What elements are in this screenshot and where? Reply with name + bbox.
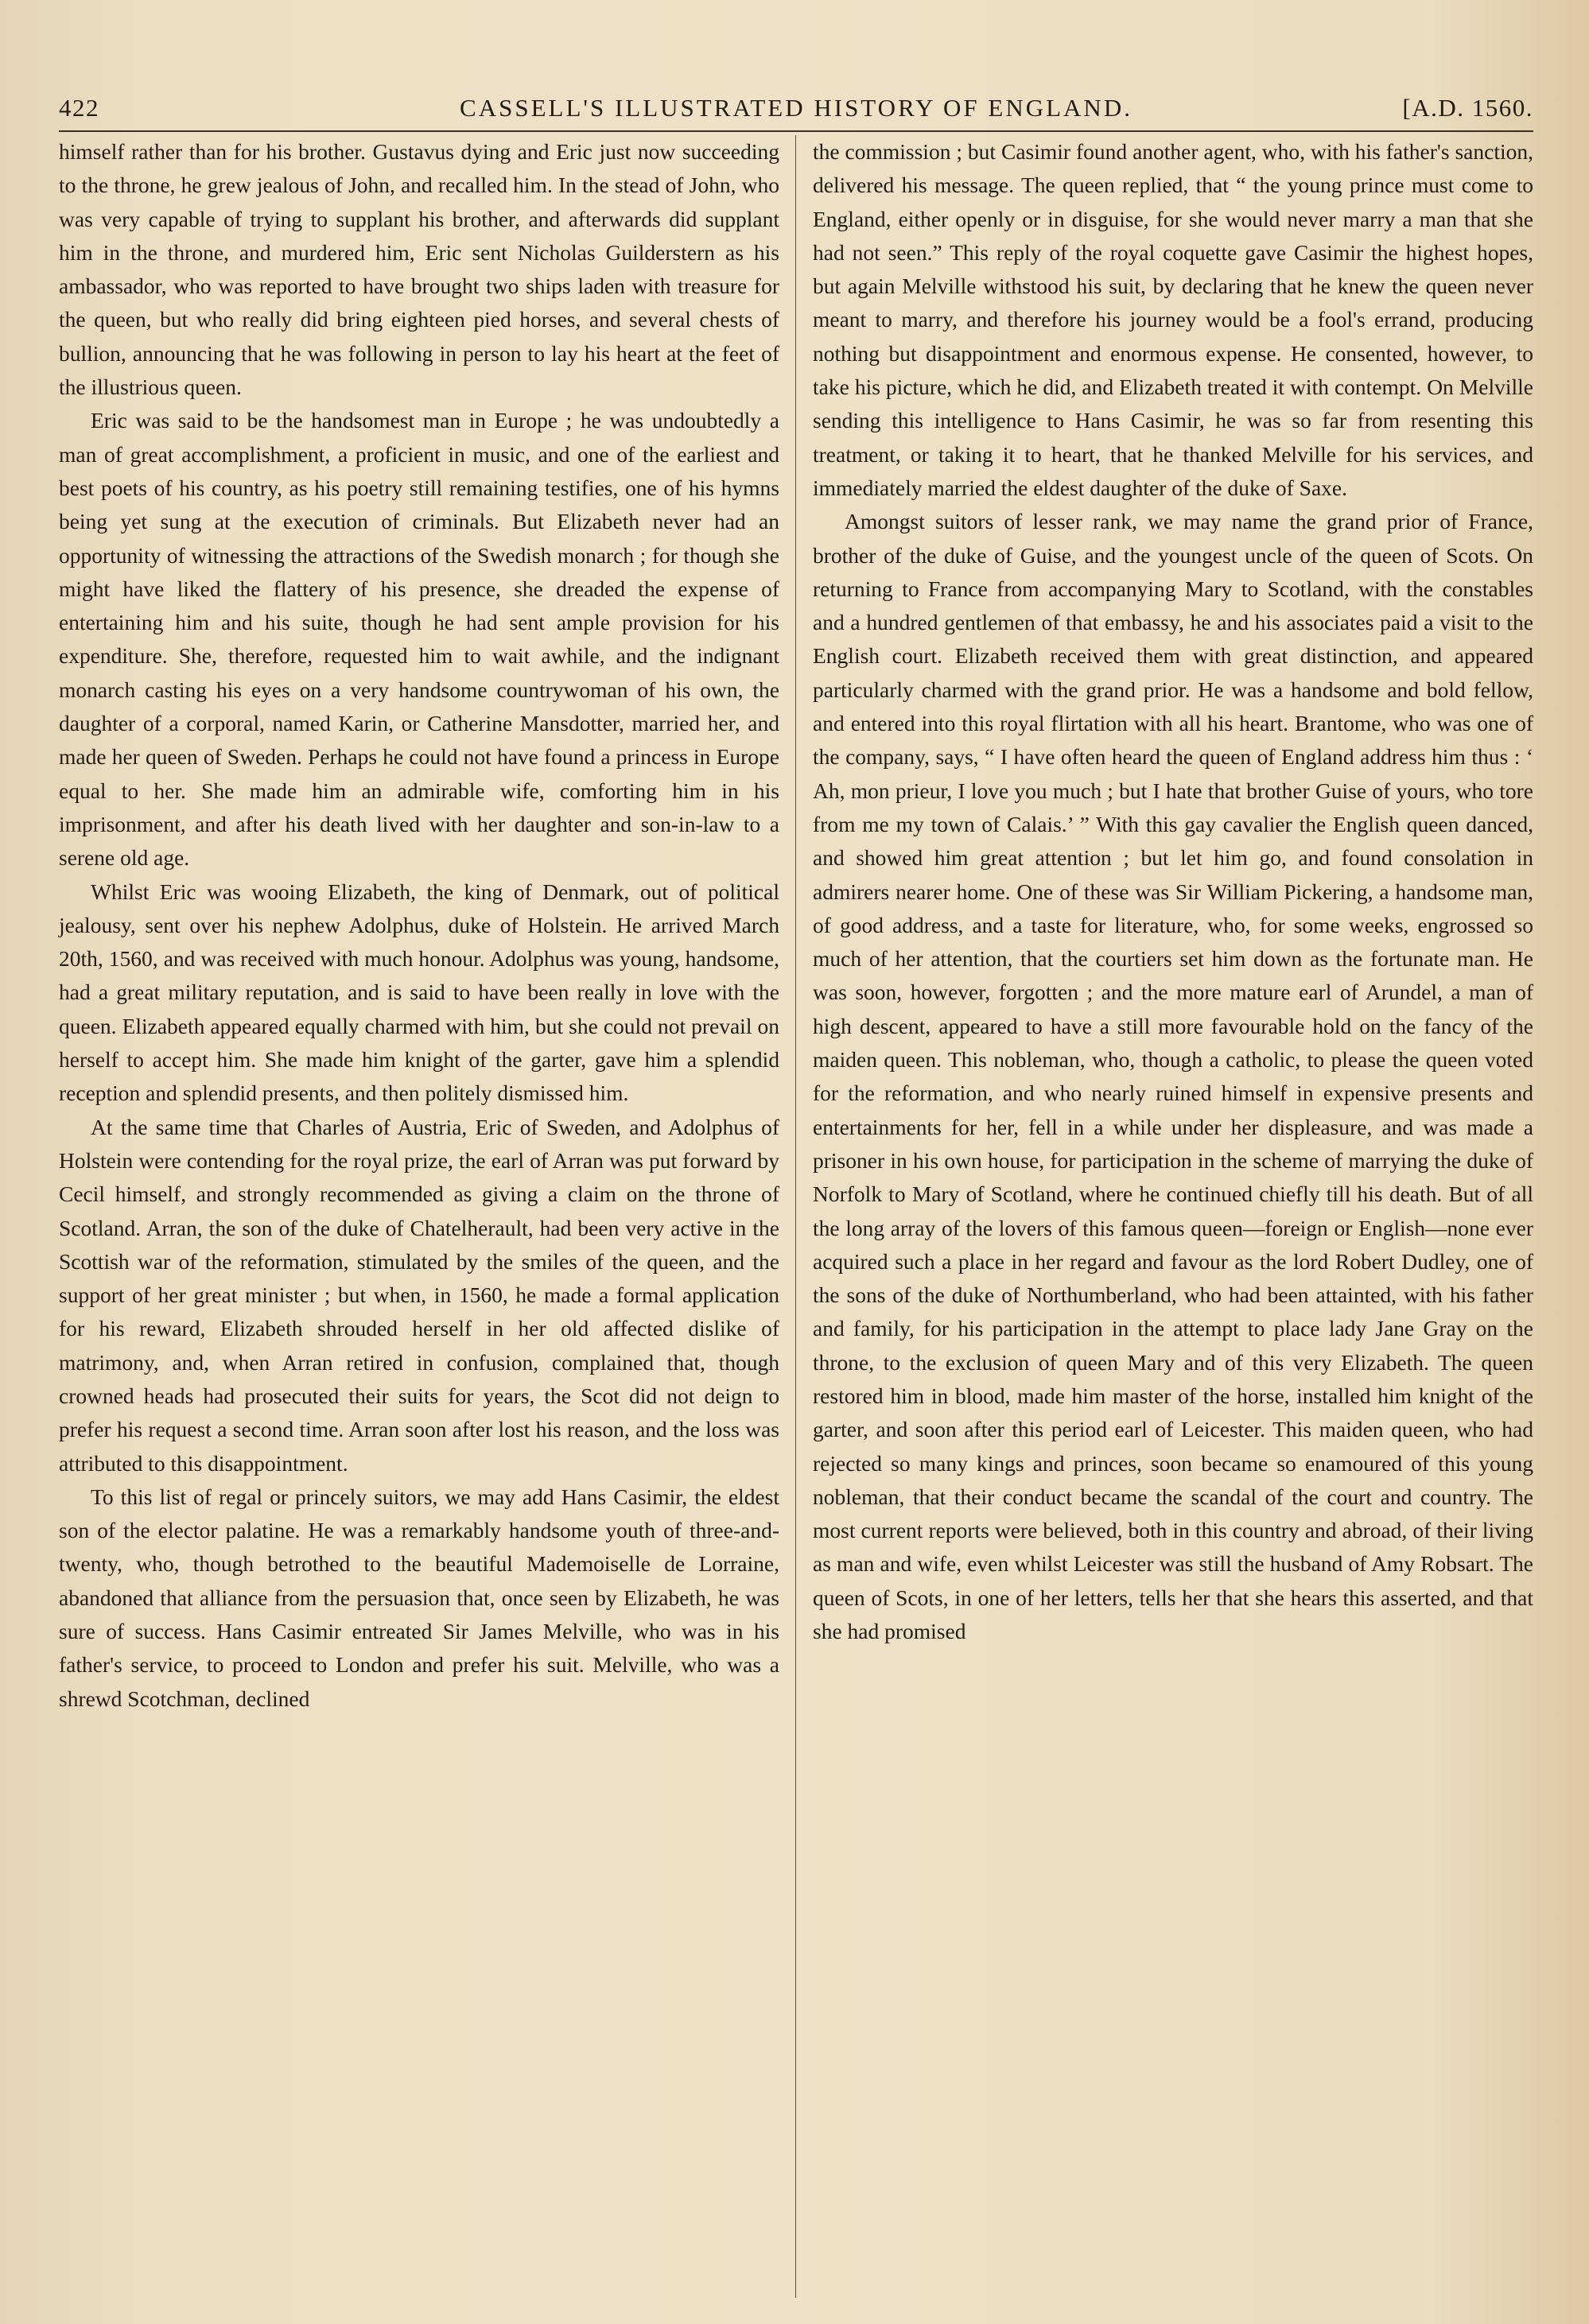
paragraph: At the same time that Charles of Austria, Eric of Sweden, and Adolphus of Holstein were contending for the royal prize, the earl of Arran was put forward by Cecil himself, and strongly recommended as giving a claim on the throne of Scotland. Arran, the son of the duke of Chatelherault, had been very active in the Scottish war of the reformation, stimulated by the smiles of the queen, and the support of her great minister ; but when, in 1560, he made a formal application for his reward, Elizabeth shrouded herself in her old affected dislike of matrimony, and, when Arran retired in confusion, complained that, though crowned heads had prosecuted their suits for years, the Scot did not deign to prefer his request a second time. Arran soon after lost his reason, and the loss was attributed to this disappointment. [59, 1114, 779, 1476]
page-number: 422 [59, 94, 99, 122]
text-columns [59, 135, 1533, 1716]
paragraph: Amongst suitors of lesser rank, we may name the grand prior of France, brother of the duke of Guise, and the youngest uncle of the queen of Scots. On returning to France from accompanying Mary to Scotland, with the constables and a hundred gentlemen of that embassy, he and his associates paid a visit to the English court. Elizabeth received them with great distinction, and appeared particularly charmed with the grand prior. He was a handsome and bold fellow, and entered into this royal flirtation with all his heart. Brantome, who was one of the company, says, “ I have often heard the queen of England address him thus : ‘ Ah, mon prieur, I love you much ; but I hate that brother Guise of yours, who tore from me my town of Calais.’ ” With this gay cavalier the English queen danced, and showed him great attention ; but let him go, and found consolation in admirers nearer home. One of these was Sir William Pickering, a handsome man, of good address, and a taste for literature, who, for some weeks, engrossed so much of her attention, that the courtiers set him down as the fortunate man. He was soon, however, forgotten ; and the more mature earl of Arundel, a man of high descent, appeared to have a still more favourable hold on the fancy of the maiden queen. This nobleman, who, though a catholic, to please the queen voted for the reformation, and who nearly ruined himself in expensive presents and entertainments for her, fell in a while under her displeasure, and was made a prisoner in his own house, for participation in the scheme of marrying the duke of Norfolk to Mary of Scotland, where he continued chiefly till his death. But of all the long array of the lovers of this famous queen—foreign or English—none ever acquired such a place in her regard and favour as the lord Robert Dudley, one of the sons of the duke of Northumberland, who had been attainted, with his father and family, for his participation in the attempt to place lady Jane Gray on the throne, to the exclusion of queen Mary and of this very Elizabeth. The queen restored him in blood, made him master of the horse, installed him knight of the garter, and soon after this period earl of Leicester. This maiden queen, who had rejected so many kings and princes, soon became so enamoured of this young nobleman, that their conduct became the scandal of the court and country. The most current reports were believed, both in this country and abroad, of their living as man and wife, even whilst Leicester was still the husband of Amy Robsart. The queen of Scots, in one of her letters, tells her that she hears this asserted, and that she had promised [813, 509, 1533, 1644]
right-column [813, 135, 1533, 1716]
paragraph: Whilst Eric was wooing Elizabeth, the king of Denmark, out of political jealousy, sent over his nephew Adolphus, duke of Holstein. He arrived March 20th, 1560, and was received with much honour. Adolphus was young, handsome, had a great military reputation, and is said to have been really in love with the queen. Elizabeth appeared equally charmed with him, but she could not prevail on herself to accept him. She made him knight of the garter, gave him a splendid reception and splendid presents, and then politely dismissed him. [59, 879, 779, 1106]
paragraph: the commission ; but Casimir found another agent, who, with his father's sanction, delivered his message. The queen replied, that “ the young prince must come to England, either openly or in disguise, for she would never marry a man that she had not seen.” This reply of the royal coquette gave Casimir the highest hopes, but again Melville withstood his suit, by declaring that he knew the queen never meant to marry, and therefore his journey would be a fool's errand, producing nothing but disappointment and enormous expense. He consented, however, to take his picture, which he did, and Elizabeth treated it with contempt. On Melville sending this intelligence to Hans Casimir, he was so far from resenting this treatment, or taking it to heart, that he thanked Melville for his services, and immediately married the eldest daughter of the duke of Saxe. [813, 139, 1533, 500]
running-header [59, 86, 1533, 132]
running-title: CASSELL'S ILLUSTRATED HISTORY OF ENGLAND. [460, 94, 1133, 122]
running-date: [A.D. 1560. [1402, 94, 1533, 122]
paragraph: To this list of regal or princely suitors, we may add Hans Casimir, the eldest son of the elector palatine. He was a remarkably handsome youth of three-and-twenty, who, though betrothed to the beautiful Mademoiselle de Lorraine, abandoned that alliance from the persuasion that, once seen by Elizabeth, he was sure of success. Hans Casimir entreated Sir James Melville, who was in his father's service, to proceed to London and prefer his suit. Melville, who was a shrewd Scotchman, declined [59, 1484, 779, 1711]
paragraph: himself rather than for his brother. Gustavus dying and Eric just now succeeding to the throne, he grew jealous of John, and recalled him. In the stead of John, who was very capable of trying to supplant his brother, and afterwards did supplant him in the throne, and murdered him, Eric sent Nicholas Guilderstern as his ambassador, who was reported to have brought two ships laden with treasure for the queen, but who really did bring eighteen pied horses, and several chests of bullion, announcing that he was following in person to lay his heart at the feet of the illustrious queen. [59, 139, 779, 400]
paragraph: Eric was said to be the handsomest man in Europe ; he was undoubtedly a man of great accomplishment, a proficient in music, and one of the earliest and best poets of his country, as his poetry still remaining testifies, one of his hymns being yet sung at the execution of criminals. But Elizabeth never had an opportunity of witnessing the attractions of the Swedish monarch ; for though she might have liked the flattery of his presence, she dreaded the expense of entertaining him and his suite, though he had sent ample provision for his expenditure. She, therefore, requested him to wait awhile, and the indignant monarch casting his eyes on a very handsome countrywoman of his own, the daughter of a corporal, named Karin, or Catherine Mansdotter, married her, and made her queen of Sweden. Perhaps he could not have found a princess in Europe equal to her. She made him an admirable wife, comforting him in his imprisonment, and after his death lived with her daughter and son-in-law to a serene old age. [59, 408, 779, 871]
left-column [59, 135, 779, 1716]
column-divider [795, 135, 796, 2298]
